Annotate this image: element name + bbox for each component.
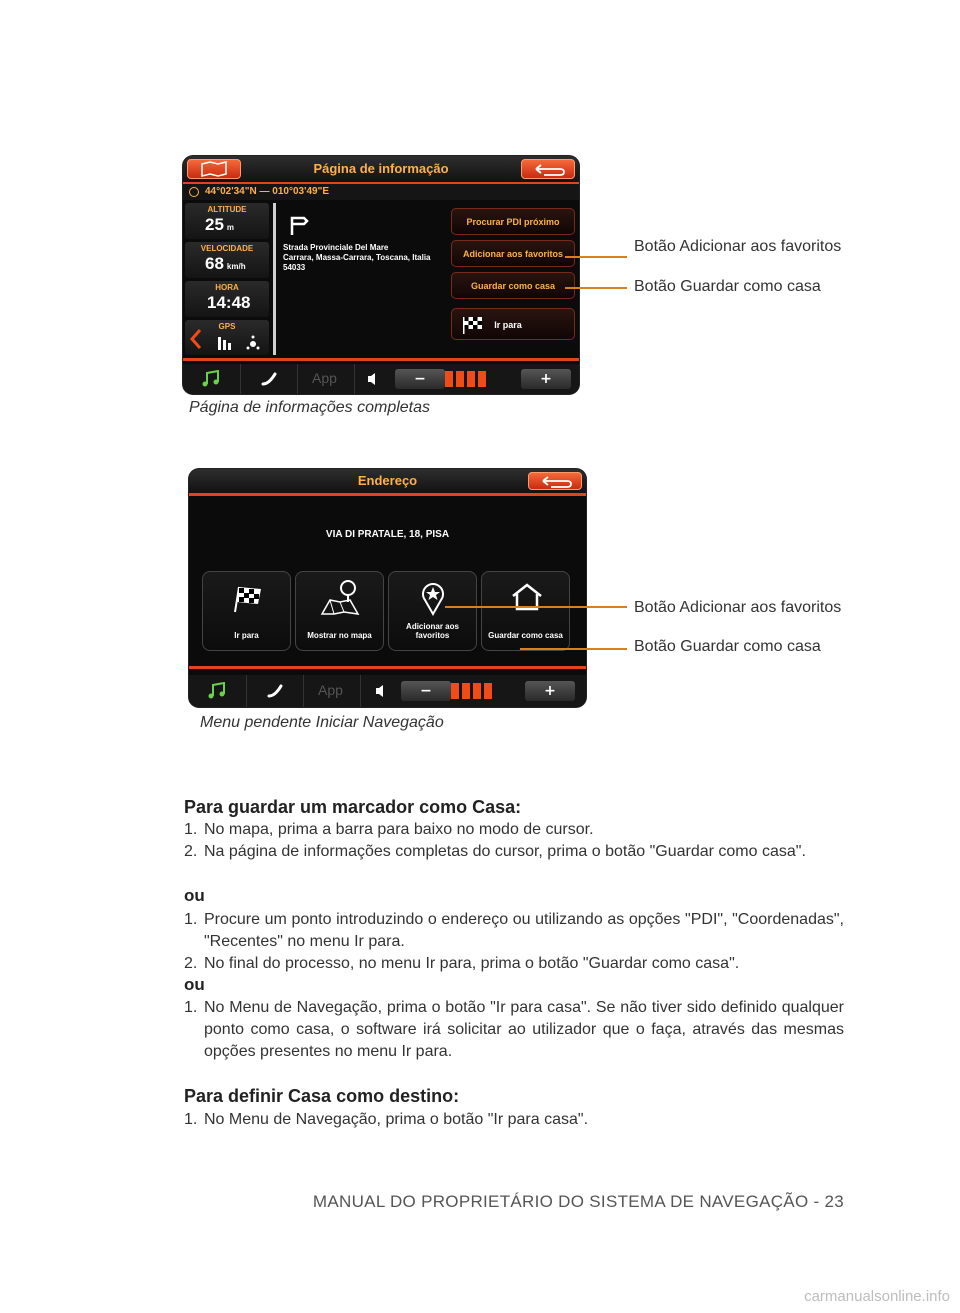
music-note-icon [201,370,221,388]
list-item [184,953,844,975]
callout-line-home-1 [565,287,627,289]
address-text: VIA DI PRATALE, 18, PISA [325,529,450,540]
callout-line-favorites-2 [445,606,627,608]
list-item [184,997,844,1063]
checkered-flag-icon [462,315,484,335]
list-text: No Menu de Navegação, prima o botão "Ir para casa". [204,1111,589,1128]
map-pin-icon [318,578,362,618]
bottom-bar [183,364,579,394]
music-button[interactable] [189,675,247,707]
save-as-home-button[interactable]: Guardar como casa [451,272,575,299]
time-value: 14:48 [207,293,251,312]
time-box [185,281,269,317]
or-separator: ou [184,975,205,994]
caption-address-menu: Menu pendente Iniciar Navegação [200,714,444,731]
list-text: No Menu de Navegação, prima o botão "Ir para casa". Se não tiver sido definido qualquer ponto como casa, o software irá solicitar ao utilizador que o faça, através das mesmas opções presentes no menu Ir para. [204,999,844,1060]
list-number: 1. [184,821,198,838]
or-separator: ou [184,886,205,905]
phone-icon [266,683,284,699]
volume-up-button[interactable]: + [521,369,571,389]
volume-segment [467,371,475,387]
menu-save-as-home[interactable] [481,571,570,651]
altitude-value: 25 m [205,215,235,234]
page-footer: MANUAL DO PROPRIETÁRIO DO SISTEMA DE NAVEGAÇÃO - 23 [312,1192,844,1211]
list-item [184,841,844,863]
address-line-2: Carrara, Massa-Carrara, Toscana, Italia [283,253,431,262]
volume-segment [445,371,453,387]
checkered-flag-icon [231,584,265,614]
list-text: Procure um ponto introduzindo o endereço ou utilizando as opções "PDI", "Coordenadas", "Recentes" no menu Ir para. [204,911,844,950]
coordinates-text: 44°02'34"N — 010°03'49"E [205,186,329,197]
add-to-favorites-button[interactable]: Adicionar aos favoritos [451,240,575,267]
volume-up-button[interactable]: + [525,681,575,701]
address-line-1: Strada Provinciale Del Mare [283,243,389,252]
callout-home-1: Botão Guardar como casa [634,278,821,295]
callout-line-home-2 [520,648,627,650]
volume-segment [473,683,481,699]
app-button[interactable] [303,675,361,707]
signal-bars-icon [217,334,233,350]
volume-down-button[interactable]: − [395,369,445,389]
app-label: App [318,682,343,698]
callout-favorites-1: Botão Adicionar aos favoritos [634,238,842,255]
volume-down-button[interactable]: − [401,681,451,701]
list-number: 2. [184,843,198,860]
list-item [184,1109,844,1131]
road-sign-icon [287,214,309,236]
menu-show-on-map[interactable] [295,571,384,651]
back-button[interactable] [521,159,575,179]
back-button[interactable] [528,472,582,490]
bottom-orange-line [189,666,586,669]
list-number: 1. [184,999,198,1016]
page-title: Página de informação [313,161,449,176]
list-number: 2. [184,955,198,972]
music-note-icon [207,682,227,700]
bottom-bar [189,675,586,707]
back-arrow-icon [529,473,581,489]
address-line-3: 54033 [283,263,306,272]
speed-box [185,242,269,278]
menu-add-to-favorites-label: Adicionar aos favoritos [406,622,459,640]
satellite-icon [245,334,261,350]
caption-info-page: Página de informações completas [189,399,431,416]
title-bar [183,156,579,185]
gps-box [185,320,269,355]
gps-label: GPS [218,322,236,331]
altitude-label: ALTITUDE [207,205,247,214]
volume-segment [484,683,492,699]
speed-value: 68 km/h [205,254,246,273]
callout-favorites-2: Botão Adicionar aos favoritos [634,599,842,616]
list-item [184,909,844,953]
music-button[interactable] [183,364,241,394]
page-title: Endereço [357,473,418,488]
list-text: Na página de informações completas do cursor, prima o botão "Guardar como casa". [204,843,806,860]
volume-segment [456,371,464,387]
list-text: No mapa, prima a barra para baixo no modo de cursor. [204,821,594,838]
volume-segment [462,683,470,699]
phone-icon [260,371,278,387]
info-page-screenshot [183,156,579,394]
list-number: 1. [184,1111,198,1128]
heading-save-home: Para guardar um marcador como Casa: [184,797,522,817]
altitude-box [185,203,269,239]
menu-show-on-map-label: Mostrar no mapa [307,631,372,640]
phone-button[interactable] [240,364,298,394]
volume-segment [478,371,486,387]
bottom-orange-line [183,358,579,361]
phone-button[interactable] [246,675,304,707]
heading-set-home-destination: Para definir Casa como destino: [184,1086,460,1106]
title-bar [189,469,586,496]
search-poi-nearby-button[interactable]: Procurar PDI próximo [451,208,575,235]
favorite-pin-icon [419,580,447,616]
go-to-label: Ir para [494,320,522,330]
menu-go-to-label: Ir para [234,631,259,640]
list-number: 1. [184,911,198,928]
list-item [184,819,844,841]
callout-home-2: Botão Guardar como casa [634,638,821,655]
info-column [185,203,269,355]
address-menu-screenshot [189,469,586,707]
go-to-button[interactable] [451,308,575,340]
speaker-icon [367,372,379,386]
menu-save-as-home-label: Guardar como casa [488,631,563,640]
volume-segment [451,683,459,699]
speaker-icon [375,684,387,698]
app-label: App [312,370,337,386]
back-arrow-icon [522,160,574,178]
app-button[interactable] [297,364,355,394]
menu-add-to-favorites[interactable] [388,571,477,651]
menu-go-to[interactable] [202,571,291,651]
speed-label: VELOCIDADE [200,244,254,253]
list-text: No final do processo, no menu Ir para, prima o botão "Guardar como casa". [204,955,740,972]
coordinates-bar [183,184,579,200]
watermark: carmanualsonline.info [804,1288,950,1305]
gps-ring-icon [189,187,199,197]
callout-line-favorites-1 [565,256,627,258]
chevron-left-icon[interactable] [189,328,203,350]
column-divider [273,203,276,355]
time-label: HORA [215,283,239,292]
